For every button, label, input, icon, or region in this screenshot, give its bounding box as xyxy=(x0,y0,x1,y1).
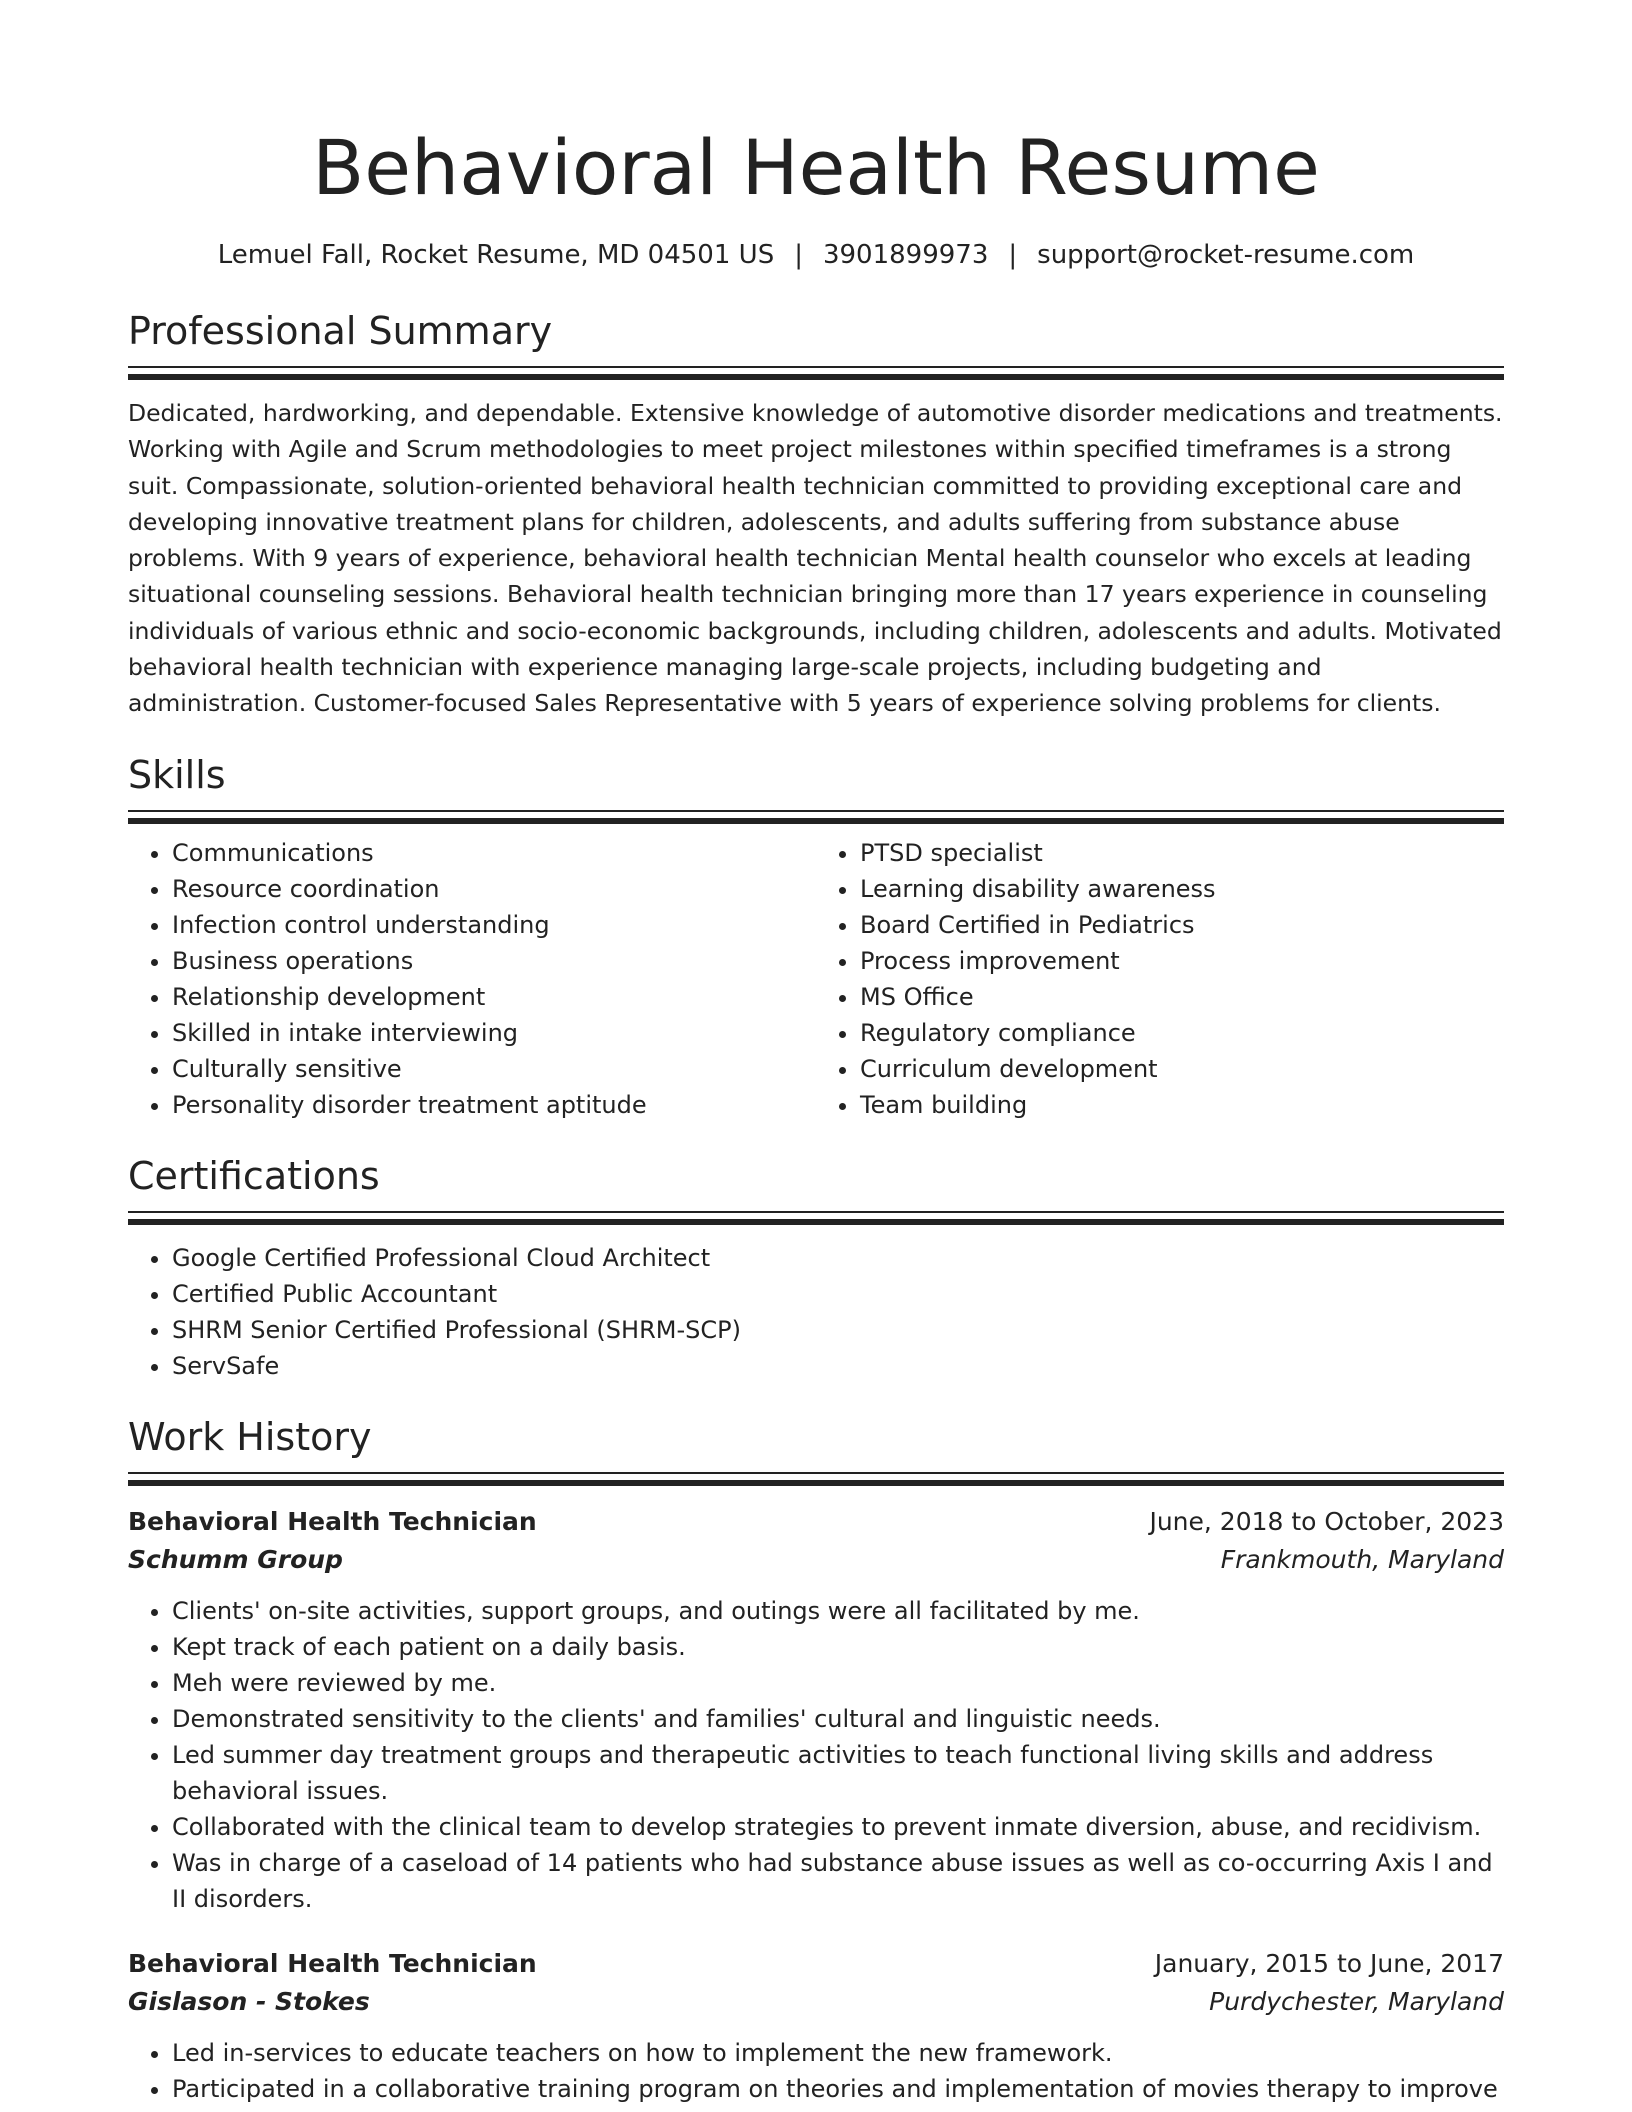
skill-item: • MS Office xyxy=(860,979,1504,1015)
job-dates: January, 2015 to June, 2017 xyxy=(1154,1948,1504,1978)
section-title-skills: Skills xyxy=(128,752,226,797)
contact-address: Lemuel Fall, Rocket Resume, MD 04501 US xyxy=(217,240,775,270)
certification-item: • SHRM Senior Certified Professional (SHRM-SCP) xyxy=(172,1312,1504,1348)
skills-section-header xyxy=(128,750,1504,827)
skill-item: • Personality disorder treatment aptitude xyxy=(172,1087,816,1123)
job-bullet: • Demonstrated sensitivity to the clients' and families' cultural and linguistic needs. xyxy=(172,1701,1504,1737)
section-title-work-history: Work History xyxy=(128,1414,372,1459)
skill-item: • Skilled in intake interviewing xyxy=(172,1015,816,1051)
skill-item: • Board Certified in Pediatrics xyxy=(860,907,1504,943)
certification-item: • ServSafe xyxy=(172,1348,1504,1384)
contact-separator: | xyxy=(1008,240,1018,270)
job-entry xyxy=(128,1503,1504,1917)
job-bullet: • Collaborated with the clinical team to develop strategies to prevent inmate diversion, abuse, and recidivism. xyxy=(172,1809,1504,1845)
section-divider xyxy=(128,810,1504,827)
job-bullet: • Kept track of each patient on a daily basis. xyxy=(172,1629,1504,1665)
section-title-certifications: Certifications xyxy=(128,1153,380,1198)
job-bullet: • Led summer day treatment groups and therapeutic activities to teach functional living skills and address behavioral issues. xyxy=(172,1737,1504,1809)
section-divider xyxy=(128,1211,1504,1228)
skill-item: • Process improvement xyxy=(860,943,1504,979)
certifications-list xyxy=(128,1240,1504,1384)
job-header-row xyxy=(128,1503,1504,1541)
skills-column-left xyxy=(128,835,816,1123)
job-header-row xyxy=(128,1945,1504,1983)
job-title: Behavioral Health Technician xyxy=(128,1948,537,1978)
certification-item: • Google Certified Professional Cloud Architect xyxy=(172,1240,1504,1276)
job-company: Schumm Group xyxy=(128,1544,343,1574)
resume-title: Behavioral Health Resume xyxy=(312,123,1320,212)
skill-item: • Relationship development xyxy=(172,979,816,1015)
section-title-summary: Professional Summary xyxy=(128,309,553,353)
job-dates: June, 2018 to October, 2023 xyxy=(1149,1506,1504,1536)
skill-item: • Business operations xyxy=(172,943,816,979)
summary-section-header xyxy=(128,306,1504,383)
contact-phone: 3901899973 xyxy=(822,240,989,270)
contact-email: support@rocket-resume.com xyxy=(1037,240,1415,270)
skill-item: • PTSD specialist xyxy=(860,835,1504,871)
job-bullets xyxy=(128,1593,1504,1917)
contact-separator: | xyxy=(794,240,803,270)
skills-list xyxy=(128,835,1504,1123)
job-bullet: • Clients' on-site activities, support groups, and outings were all facilitated by me. xyxy=(172,1593,1504,1629)
job-location: Frankmouth, Maryland xyxy=(1220,1544,1504,1574)
skill-item: • Resource coordination xyxy=(172,871,816,907)
skill-item: • Culturally sensitive xyxy=(172,1051,816,1087)
job-company: Gislason - Stokes xyxy=(128,1986,370,2016)
section-divider xyxy=(128,366,1504,383)
job-title: Behavioral Health Technician xyxy=(128,1506,537,1536)
job-bullet: • Led in-services to educate teachers on how to implement the new framework. xyxy=(172,2035,1504,2071)
summary-text: Dedicated, hardworking, and dependable. Extensive knowledge of automotive disorder medications and treatments. Working with Agile and Scrum methodologies to meet project milestones within specified timeframes is a strong suit. Compassionate, solution-oriented behavioral health technician committed to providing exceptional care and developing innovative treatment plans for children, adolescents, and adults suffering from substance abuse problems. With 9 years of experience, behavioral health technician Mental health counselor who excels at leading situational counseling sessions. Behavioral health technician bringing more than 17 years experience in counseling individuals of various ethnic and socio-economic backgrounds, including children, adolescents and adults. Motivated behavioral health technician with experience managing large-scale projects, including budgeting and administration. Customer-focused Sales Representative with 5 years of experience solving problems for clients. xyxy=(128,399,1503,718)
skill-item: • Regulatory compliance xyxy=(860,1015,1504,1051)
job-entry xyxy=(128,1945,1504,2107)
job-bullet: • Participated in a collaborative training program on theories and implementation of movies therapy to improve xyxy=(172,2071,1504,2107)
skills-column-right xyxy=(816,835,1504,1123)
skill-item: • Learning disability awareness xyxy=(860,871,1504,907)
job-bullets xyxy=(128,2035,1504,2107)
job-company-row xyxy=(128,1541,1504,1579)
skill-item: • Communications xyxy=(172,835,816,871)
section-divider xyxy=(128,1472,1504,1489)
certifications-section-header xyxy=(128,1151,1504,1228)
job-bullet: • Meh were reviewed by me. xyxy=(172,1665,1504,1701)
work-history-section-header xyxy=(128,1412,1504,1489)
certification-item: • Certified Public Accountant xyxy=(172,1276,1504,1312)
job-bullet: • Was in charge of a caseload of 14 patients who had substance abuse issues as well as co-occurring Axis I and II disorders. xyxy=(172,1845,1504,1917)
job-company-row xyxy=(128,1983,1504,2021)
skill-item: • Curriculum development xyxy=(860,1051,1504,1087)
contact-line xyxy=(128,238,1504,272)
skill-item: • Team building xyxy=(860,1087,1504,1123)
skill-item: • Infection control understanding xyxy=(172,907,816,943)
job-location: Purdychester, Maryland xyxy=(1209,1986,1504,2016)
